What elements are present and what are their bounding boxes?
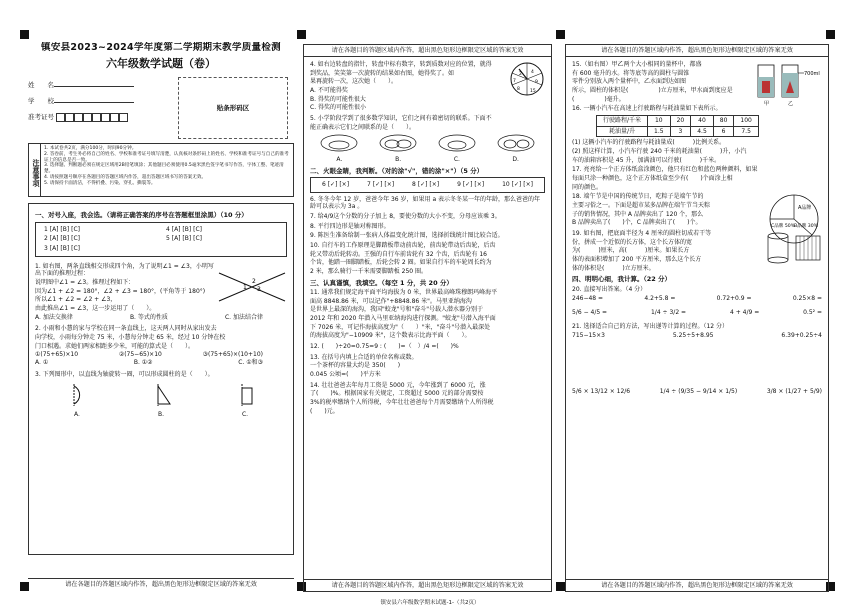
judge-bubble-row[interactable] — [310, 177, 545, 193]
warning-footer: 请在各题目的答题区域内作答，超出黑色矩形边框限定区域的答案无效 — [566, 579, 828, 591]
svg-text:8: 8 — [517, 87, 520, 92]
question-text: 体的体积是( )立方厘米。 — [572, 264, 655, 272]
answer-bubble-grid[interactable] — [35, 222, 287, 257]
option: C. 得奖的可能性很小 — [310, 104, 367, 112]
option: B. ①② — [133, 358, 153, 366]
question-6: 6. 冬冬今年 12 岁，爸爸今年 36 岁，如果用 a 表示冬冬某一年的年龄，那么爸爸的年龄可以表示为 3a 。 — [310, 195, 541, 211]
calc-item: 0.72+0.9 = — [716, 295, 752, 303]
svg-text:2: 2 — [519, 72, 522, 77]
option: C. — [453, 156, 460, 164]
question-text: 轮又带动后轮转动。王强的自行车前齿轮有 32 个齿，后齿轮有 16 — [310, 250, 487, 258]
section-3-heading: 三、认真谨慎，我填空。（每空 1 分，共 20 分） — [310, 278, 453, 287]
question-text: 的海拔高度为"−10909 米"，这个数表示比海平面（ ）。 — [310, 332, 471, 340]
measuring-cups-figure — [756, 61, 822, 107]
svg-text:1: 1 — [243, 283, 247, 291]
question-5: 5. 小学阶段学到了很多数学知识，它们之间有着密切的联系。下面不 — [310, 115, 492, 123]
table-header: 10 — [648, 116, 671, 127]
svg-text:乙: 乙 — [788, 101, 794, 107]
svg-text:4: 4 — [531, 70, 534, 75]
option: B. 等式的性质 — [129, 313, 168, 321]
question-3: 3. 下列图形中，以直线为轴旋转一圈，可以形成圆柱的是（ ）。 — [35, 370, 214, 378]
option: B. — [395, 156, 402, 164]
option: A. — [74, 410, 80, 418]
calc-item: 0.5² = — [803, 309, 822, 317]
question-text: 3%的税率缴纳个人所得税，今年壮壮爸爸每个月需要缴纳个人所得税 — [310, 399, 494, 407]
svg-text:9: 9 — [535, 80, 538, 85]
question-text: 为( )厘米，高( )厘米。如果长方 — [572, 247, 690, 255]
question-text: 子的销售情况，其中 A 品牌卖出了 120 个，那么 — [572, 210, 704, 218]
intersecting-lines-figure — [217, 269, 287, 305]
calc-item: 5.25÷5+8.95 — [672, 332, 714, 340]
question-text: 由此推出∠1 = ∠3，这一步运用了（ ）。 — [35, 304, 156, 312]
warning-header: 请在各题目的答题区域内作答，超出黑色矩形边框限定区域的答案无效 — [304, 45, 551, 57]
notice-item: 2. 答卷前，考生务必将自己的姓名、学校和准考证号填写清楚，认真核对条形码上的姓名、学校和准考证号与自己的准考证上的信息是否一致。 — [44, 151, 289, 163]
option: ②(75−65)×10 — [118, 351, 162, 359]
option: C. ①和③ — [238, 358, 263, 366]
question-text: 主要习俗之一。下面是超市某多品牌在端午节当天粽 — [572, 202, 711, 210]
question-text: ( )毫升。 — [572, 95, 625, 103]
table-header: 80 — [713, 116, 734, 127]
svg-text:7: 7 — [513, 79, 516, 84]
svg-text:C品牌 50%: C品牌 50% — [771, 224, 796, 230]
answer-row[interactable]: 1 [A] [B] [C] — [44, 225, 80, 233]
question-text: 份，拼成一个近似的长方体，这个长方体的宽 — [572, 238, 693, 246]
question-text: B 品牌卖出了( )个，C 品牌卖出了( )个。 — [572, 219, 702, 227]
venn-diagram-c — [437, 133, 477, 153]
registration-mark — [20, 30, 29, 39]
school-field[interactable]: 学 校 — [28, 93, 156, 109]
option: A. 不可能得奖 — [310, 87, 348, 95]
registration-mark — [826, 30, 835, 39]
cylinder-cuboid-figure — [766, 230, 822, 266]
question-17: 17. 亮亮给一个正方体纸盒涂颜色，他只有红色和蓝色两种颜料，如果 — [572, 166, 758, 174]
question-text: ( )元。 — [310, 407, 339, 415]
warning-header: 请在各题目的答题区域内作答，超出黑色矩形边框限定区域的答案无效 — [566, 45, 828, 57]
svg-text:A品牌: A品牌 — [798, 205, 812, 212]
calc-item: 246−48 = — [572, 295, 604, 303]
question-text: 到奖品，笑笑第一次旋转的结果如右图，她得奖了。如 — [310, 69, 455, 77]
option: C. — [241, 410, 249, 418]
question-3-figures — [35, 382, 287, 418]
venn-diagram-a — [319, 133, 359, 153]
question-text: 向学校，小雨每分钟走 75 米，小慧每分钟走 65 米，经过 10 分钟在校 — [35, 333, 226, 341]
question-text: 门口相遇。求她们两家相距多少米，可能的算式是（ ）。 — [35, 342, 195, 350]
question-text: 说明图中∠1 = ∠3。推理过程如下： — [35, 278, 135, 286]
calc-item: 4.2+5.8 = — [644, 295, 676, 303]
calc-item: 715−15×3 — [572, 332, 605, 340]
question-21: 21. 选择适合自己的方法，写出递等计算的过程。（12 分） — [572, 322, 728, 330]
question-18: 18. 端午节是中国的传统节日，吃粽子是端午节的 — [572, 193, 704, 201]
question-1-options — [35, 314, 287, 322]
question-text: 所示，圆柱的体积是( )立方厘米，甲水面到度应是 — [572, 87, 733, 95]
barcode-area: 贴条形码区 — [178, 77, 288, 139]
question-text: 有 600 毫升的水。将等底等高的圆柱与圆锥 — [572, 69, 690, 77]
question-text: 同的颜色。 — [572, 183, 603, 191]
calc-item: 3/8 × (1/27 + 5/9) — [766, 388, 822, 396]
written-calc-row-2 — [572, 388, 822, 396]
question-16: 16. 一辆小汽车在高速上行驶路程与耗油量如下表所示。 — [572, 105, 722, 113]
svg-text:700ml: 700ml — [804, 71, 820, 77]
svg-text:15: 15 — [530, 89, 536, 94]
svg-text:甲: 甲 — [764, 101, 770, 107]
section-1-heading: 一、对号入座，我会选。（请将正确答案的序号在答题框里涂黑）（10 分） — [35, 211, 248, 220]
answer-row[interactable]: 5 [A] [B] [C] — [166, 235, 202, 243]
column-2 — [303, 44, 552, 592]
question-8: 8. 平行四边形是轴对称图形。 — [310, 222, 390, 230]
question-9: 9. 陈医生准备给制一张病人体温变化统计图，选择折线统计图比较合适。 — [310, 232, 504, 240]
option: ①(75+65)×10 — [35, 351, 79, 359]
judge-bubble[interactable]: 6 [✓] [×] — [321, 181, 350, 189]
venn-diagram-d — [496, 133, 536, 153]
table-cell: 4.5 — [691, 126, 714, 137]
table-cell: 耗油量/升 — [597, 126, 648, 137]
option: ③(75+65)×(10+10) — [202, 351, 263, 359]
question-11: 11. 通常我们规定海平面平均海拔为 0 米，世界最高峰珠穆朗玛峰海平 — [310, 289, 498, 297]
oral-calc-row-1 — [572, 295, 822, 303]
column-3 — [565, 44, 829, 592]
question-text: 面高 8848.86 米，可以记作"+8848.86 米"。马里亚纳海沟 — [310, 297, 472, 305]
svg-text:3: 3 — [257, 285, 261, 293]
answer-row[interactable]: 3 [A] [B] [C] — [44, 244, 80, 252]
question-2-options — [35, 359, 287, 367]
judge-bubble[interactable]: 10 [✓] [×] — [502, 181, 533, 189]
answer-row — [166, 245, 278, 253]
warning-footer: 请在各题目的答题区域内作答，超出黑色矩形边框限定区域的答案无效 — [304, 579, 551, 591]
question-text: 果再旋转一次，这次她（ ）。 — [310, 78, 398, 86]
question-text: 是世界上最深的海沟，我国"蛟龙"号和"奋斗"号载人潜水器分别于 — [310, 306, 484, 314]
oral-calc-row-2 — [572, 309, 822, 317]
column-1 — [28, 42, 294, 590]
question-text: 每面只涂一种颜色，这个正方体纸盒至少有( )个面涂上相 — [572, 175, 733, 183]
option: A. 加法交换律 — [35, 313, 73, 321]
table-cell: 3 — [670, 126, 691, 137]
question-text: 所以∠1 + ∠2 = ∠2 + ∠3， — [35, 296, 117, 304]
question-text: 2012 年和 2020 年潜入马里亚纳海沟进行探测。"蛟龙"号潜入海平面 — [310, 315, 496, 323]
option: D. — [512, 156, 519, 164]
section-2-heading: 二、火眼金睛，我判断。（对的涂"√"，错的涂"×"）（5 分） — [310, 166, 484, 175]
question-13: 13. 在括号内填上合适的单位名称或数。 — [310, 353, 418, 361]
registration-mark — [556, 30, 565, 39]
question-19: 19. 如右图，把底面半径为 4 厘米的圆柱切成若干等 — [572, 230, 712, 238]
spinner-figure — [509, 61, 545, 97]
calc-item: 4 + 4/9 = — [729, 309, 760, 317]
option: B. — [157, 410, 165, 418]
answer-row[interactable]: 4 [A] [B] [C] — [166, 225, 202, 233]
question-text: 0.045 公顷=( )平方米 — [310, 371, 381, 379]
exam-number-field[interactable]: 准考证号 — [28, 109, 156, 125]
exam-title: 镇安县2023~2024学年度第二学期期末教学质量检测 — [41, 42, 281, 53]
question-text: 因为∠1 + ∠2 = 180°，∠2 + ∠3 = 180°，(平角等于 180°) — [35, 287, 206, 295]
exam-subtitle: 六年级数学试题（卷） — [106, 57, 216, 71]
question-20: 20. 直接写出答案。（4 分） — [572, 285, 647, 293]
option: A. ① — [35, 358, 49, 366]
question-text: 零件分别放入两个量杯中，乙水面到达如图 — [572, 78, 687, 86]
rectangle-figure — [230, 382, 260, 408]
table-cell: 1.5 — [648, 126, 671, 137]
question-1: 1. 如右图，两条直线相交形成四个角，为了说明∠1 = ∠3，小明写出下面的推理过程： — [35, 262, 214, 278]
calc-item: 5/6 × 13/12 × 12/6 — [572, 388, 631, 396]
question-4: 4. 如右边转盘的指针，转盘中标有数字，转到质数对应的位置，就得 — [310, 61, 492, 68]
triangle-figure — [146, 382, 176, 408]
question-text: 体的表面积增加了 200 平方厘米，那么这个长方 — [572, 256, 702, 264]
notice-label: 注意事项 — [29, 144, 41, 196]
written-calc-row-1 — [572, 332, 822, 340]
registration-mark — [297, 30, 306, 39]
table-header: 100 — [734, 116, 758, 127]
question-7: 7. 给4/9这个分数的分子加上 8，要使分数的大小不变，分母应该乘 3。 — [310, 213, 501, 221]
notice-item: 3. 选择题、判断题必须在规定区域用2B铅笔填涂；其他题目必须使用0.5毫米黑色签字笔书写作答，字体工整、笔迹清楚。 — [44, 163, 284, 175]
calc-item: 5/6 − 4/5 = — [572, 309, 608, 317]
notice-item: 4. 请按照题号顺序在各题目的答题区域内作答，超出答题区域书写的答案无效。 — [44, 174, 207, 180]
section-4-heading: 四、明明心细，我计算。（22 分） — [572, 275, 672, 284]
judge-bubble[interactable]: 9 [✓] [×] — [457, 181, 485, 189]
question-15: 15.（如右图）甲乙两个大小相同的量杯中，都盛 — [572, 61, 702, 68]
question-text: 下 7026 米，可记作海拔高度为"（ ）"米，"奋斗"号潜入最深处 — [310, 323, 491, 331]
table-header: 20 — [670, 116, 691, 127]
registration-mark — [556, 582, 565, 591]
table-header: 40 — [691, 116, 714, 127]
calc-item: 6.39+0.25÷4 — [781, 332, 822, 340]
name-field[interactable]: 姓 名 — [28, 77, 156, 93]
svg-text:2: 2 — [252, 277, 256, 285]
option: B. 得奖的可能性很大 — [310, 95, 366, 103]
question-text: 个齿，他踏一圈脚踏板，后轮会转 2 圈。如果自行车的车轮周长约为 — [310, 259, 492, 267]
question-5-diagrams — [310, 133, 545, 163]
question-2: 2. 小雨和小慧的家与学校在同一条直线上，这天两人同时从家出发去 — [35, 325, 217, 333]
table-header: 行驶路程/千米 — [597, 116, 648, 127]
question-2-calcs — [35, 351, 287, 359]
question-12: 12. ( )÷20=0.75=9 : ( )=（ ）/4 =( )% — [310, 343, 459, 351]
judge-bubble[interactable]: 8 [✓] [×] — [412, 181, 440, 189]
calc-item: 1/4 ÷ 3/2 = — [650, 309, 687, 317]
question-10: 10. 自行车的工作原理是脚踏板带动前齿轮，前齿轮带动后齿轮，后齿 — [310, 242, 496, 250]
notice-item: 5. 请保持卡面清洁，不得折叠、污染、穿孔、撕裂等。 — [44, 180, 156, 186]
semicircle-figure — [62, 382, 92, 408]
question-text: 一个茶杯的容量大约是 350( ) — [310, 362, 401, 370]
page-footer: 镇安县六年级数学期末试题-1-（共2页） — [380, 600, 480, 606]
table-cell: 7.5 — [734, 126, 758, 137]
venn-diagram-b — [378, 133, 418, 153]
question-text: 能正确表示它们之间联系的是（ ）。 — [310, 123, 416, 131]
question-text: 了( )%。根据国家有关规定，工资超过 5000 元的部分需要按 — [310, 390, 484, 398]
calc-item: 0.25×8 = — [792, 295, 822, 303]
notice-box — [28, 143, 294, 197]
question-text: (2) 照这样计算，小汽车行驶 240 千米的耗油量( )升，小汽 — [572, 148, 747, 156]
table-cell: 6 — [713, 126, 734, 137]
calc-item: 1/4 ÷ (9/35 − 9/14 × 1/5) — [659, 388, 738, 396]
question-text: 2 米，那么骑行一千米需要脚踏板 250 圈。 — [310, 268, 427, 276]
question-text: (1) 这辆小汽车的行驶路程与耗油量成( )比例关系。 — [572, 139, 726, 147]
fuel-table — [596, 115, 759, 137]
answer-panel: 一、对号入座，我会选。（请将正确答案的序号在答题框里涂黑）（10 分） 1 [A] [B] [C] 4 [A] [B] [C] 2 [A] [B] [C] 5 [A] [B] [C] 3 [A] [B] [C] 1 2 3 1. 如右图，两条直线相交形成四个角，为了说明∠1 = ∠3，小明写出下面的推理过程： 说明图中∠1 = ∠3。推理过程如下： 因为∠1 + ∠2 = 180°，∠2 + ∠3 = 180°，(平角等于 180°) 所以∠1 + ∠2 = ∠2 + ∠3， 由此推出∠1 = ∠3，这一步运用了（ ）。 A. 加法交换律 B. 等式的性质 C. 加法结合律 2. 小雨和小慧的家与学校在同一条直线上，这天两人同时从家出发去 向学校，小雨每分钟走 75 米，小慧每分钟走 65 米，经过 10 分钟在校 门口相遇。求她们两家相距多少米，可能的算式是（ ）。 ①(75+65)×10 ②(75−65)×10 ③(75+65)×(10+10) A. ① B. ①② C. ①和③ 3. 下列图形中，以直线为轴旋转一圈，可以形成圆柱的是（ ）。 A. B. C. 请在各题目的答题区域内作答，超出黑色矩形边框限定区域的答案无效 — [28, 203, 294, 555]
question-text: 车的油箱容积是 45 升，加满油可以行驶( )千米。 — [572, 156, 721, 164]
notice-item: 1. 本试卷共2页，满分100分，时间90分钟。 — [44, 146, 137, 152]
option: A. — [336, 156, 343, 164]
option: C. 加法结合律 — [224, 313, 263, 321]
svg-text:B品牌 30%: B品牌 30% — [794, 224, 819, 230]
judge-bubble[interactable]: 7 [✓] [×] — [367, 181, 395, 189]
answer-row[interactable]: 2 [A] [B] [C] — [44, 235, 80, 243]
question-14: 14. 壮壮爸爸去年每月工资是 5000 元，今年涨到了 6000 元，涨 — [310, 381, 486, 389]
